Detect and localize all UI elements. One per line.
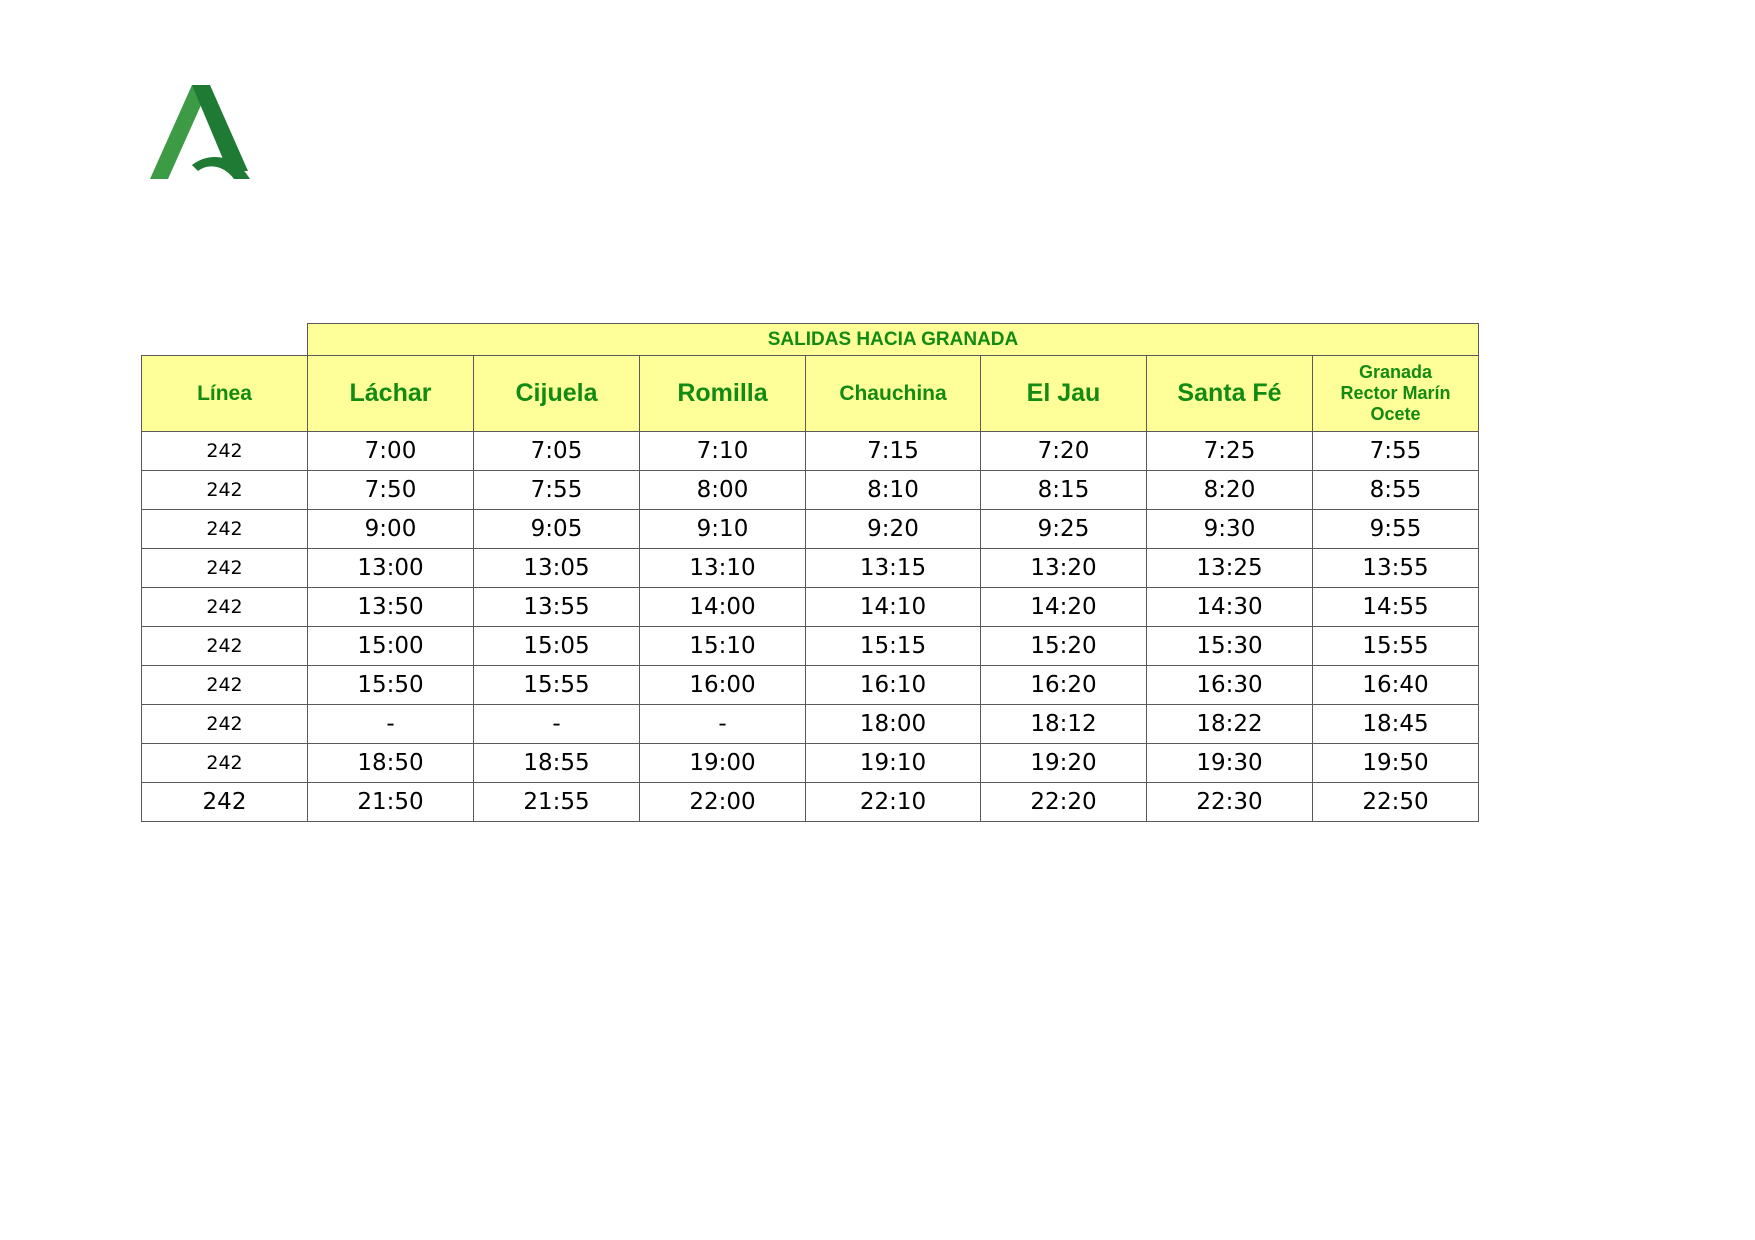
time-cell: 13:25 <box>1147 549 1313 588</box>
column-header-line: Ocete <box>1370 404 1421 424</box>
time-cell: 9:10 <box>640 510 806 549</box>
time-cell: 15:55 <box>474 666 640 705</box>
blank-corner <box>142 324 308 356</box>
time-cell: 13:50 <box>308 588 474 627</box>
time-cell: 7:20 <box>981 432 1147 471</box>
time-cell: 13:15 <box>806 549 981 588</box>
column-header: Romilla <box>640 356 806 432</box>
table-title: SALIDAS HACIA GRANADA <box>308 324 1479 356</box>
column-header-granada <box>1313 356 1479 432</box>
time-cell: 19:10 <box>806 744 981 783</box>
time-cell: 18:22 <box>1147 705 1313 744</box>
time-cell: 18:50 <box>308 744 474 783</box>
time-cell: 7:55 <box>1313 432 1479 471</box>
time-cell: 16:00 <box>640 666 806 705</box>
time-cell: 8:10 <box>806 471 981 510</box>
line-number-cell: 242 <box>142 510 308 549</box>
column-header: Santa Fé <box>1147 356 1313 432</box>
time-cell: 15:50 <box>308 666 474 705</box>
table-row <box>142 705 1479 744</box>
column-header-line: Rector Marín <box>1340 383 1451 403</box>
table-row <box>142 783 1479 822</box>
time-cell: 15:10 <box>640 627 806 666</box>
line-number-cell: 242 <box>142 549 308 588</box>
time-cell: 14:10 <box>806 588 981 627</box>
time-cell: 16:30 <box>1147 666 1313 705</box>
column-header: Láchar <box>308 356 474 432</box>
time-cell: 7:15 <box>806 432 981 471</box>
time-cell: 9:00 <box>308 510 474 549</box>
time-cell: 9:25 <box>981 510 1147 549</box>
time-cell: 7:25 <box>1147 432 1313 471</box>
time-cell: 13:55 <box>1313 549 1479 588</box>
time-cell: 19:30 <box>1147 744 1313 783</box>
time-cell: 22:20 <box>981 783 1147 822</box>
time-cell: 15:00 <box>308 627 474 666</box>
time-cell: 19:20 <box>981 744 1147 783</box>
time-cell: 19:00 <box>640 744 806 783</box>
time-cell: 21:55 <box>474 783 640 822</box>
time-cell: 14:30 <box>1147 588 1313 627</box>
time-cell: 15:55 <box>1313 627 1479 666</box>
line-number-cell: 242 <box>142 783 308 822</box>
column-header-line: Granada <box>1358 362 1433 382</box>
table-row <box>142 627 1479 666</box>
time-cell: 19:50 <box>1313 744 1479 783</box>
time-cell: 18:45 <box>1313 705 1479 744</box>
time-cell: 9:55 <box>1313 510 1479 549</box>
time-cell: 16:10 <box>806 666 981 705</box>
line-number-cell: 242 <box>142 627 308 666</box>
column-header: El Jau <box>981 356 1147 432</box>
line-number-cell: 242 <box>142 588 308 627</box>
time-cell: 22:00 <box>640 783 806 822</box>
time-cell: 15:30 <box>1147 627 1313 666</box>
time-cell: 7:05 <box>474 432 640 471</box>
line-number-cell: 242 <box>142 705 308 744</box>
time-cell: 7:10 <box>640 432 806 471</box>
time-cell: 8:55 <box>1313 471 1479 510</box>
time-cell: 9:20 <box>806 510 981 549</box>
time-cell: 9:05 <box>474 510 640 549</box>
title-row <box>142 324 1479 356</box>
time-cell: 8:15 <box>981 471 1147 510</box>
time-cell: 7:50 <box>308 471 474 510</box>
time-cell: 14:55 <box>1313 588 1479 627</box>
column-header: Chauchina <box>806 356 981 432</box>
table-row <box>142 432 1479 471</box>
time-cell: 18:55 <box>474 744 640 783</box>
time-cell: 22:10 <box>806 783 981 822</box>
time-cell: 7:00 <box>308 432 474 471</box>
table-row <box>142 666 1479 705</box>
time-cell: 21:50 <box>308 783 474 822</box>
header-row <box>142 356 1479 432</box>
column-header: Línea <box>142 356 308 432</box>
time-cell: 16:40 <box>1313 666 1479 705</box>
time-cell: 13:00 <box>308 549 474 588</box>
time-cell: 18:00 <box>806 705 981 744</box>
time-cell: 13:55 <box>474 588 640 627</box>
table-row <box>142 510 1479 549</box>
time-cell: 15:20 <box>981 627 1147 666</box>
line-number-cell: 242 <box>142 666 308 705</box>
time-cell: 16:20 <box>981 666 1147 705</box>
time-cell: 15:05 <box>474 627 640 666</box>
timetable <box>141 323 1479 822</box>
time-cell: 13:10 <box>640 549 806 588</box>
time-cell: 18:12 <box>981 705 1147 744</box>
line-number-cell: 242 <box>142 432 308 471</box>
column-header: Cijuela <box>474 356 640 432</box>
time-cell: 7:55 <box>474 471 640 510</box>
time-cell: 14:00 <box>640 588 806 627</box>
time-cell: - <box>640 705 806 744</box>
table-row <box>142 588 1479 627</box>
line-number-cell: 242 <box>142 744 308 783</box>
time-cell: 13:20 <box>981 549 1147 588</box>
table-row <box>142 549 1479 588</box>
time-cell: 15:15 <box>806 627 981 666</box>
table-row <box>142 744 1479 783</box>
time-cell: - <box>474 705 640 744</box>
time-cell: 9:30 <box>1147 510 1313 549</box>
time-cell: - <box>308 705 474 744</box>
time-cell: 22:30 <box>1147 783 1313 822</box>
time-cell: 14:20 <box>981 588 1147 627</box>
time-cell: 8:00 <box>640 471 806 510</box>
time-cell: 8:20 <box>1147 471 1313 510</box>
line-number-cell: 242 <box>142 471 308 510</box>
junta-de-andalucia-logo-icon <box>150 85 250 179</box>
table-row <box>142 471 1479 510</box>
time-cell: 13:05 <box>474 549 640 588</box>
time-cell: 22:50 <box>1313 783 1479 822</box>
